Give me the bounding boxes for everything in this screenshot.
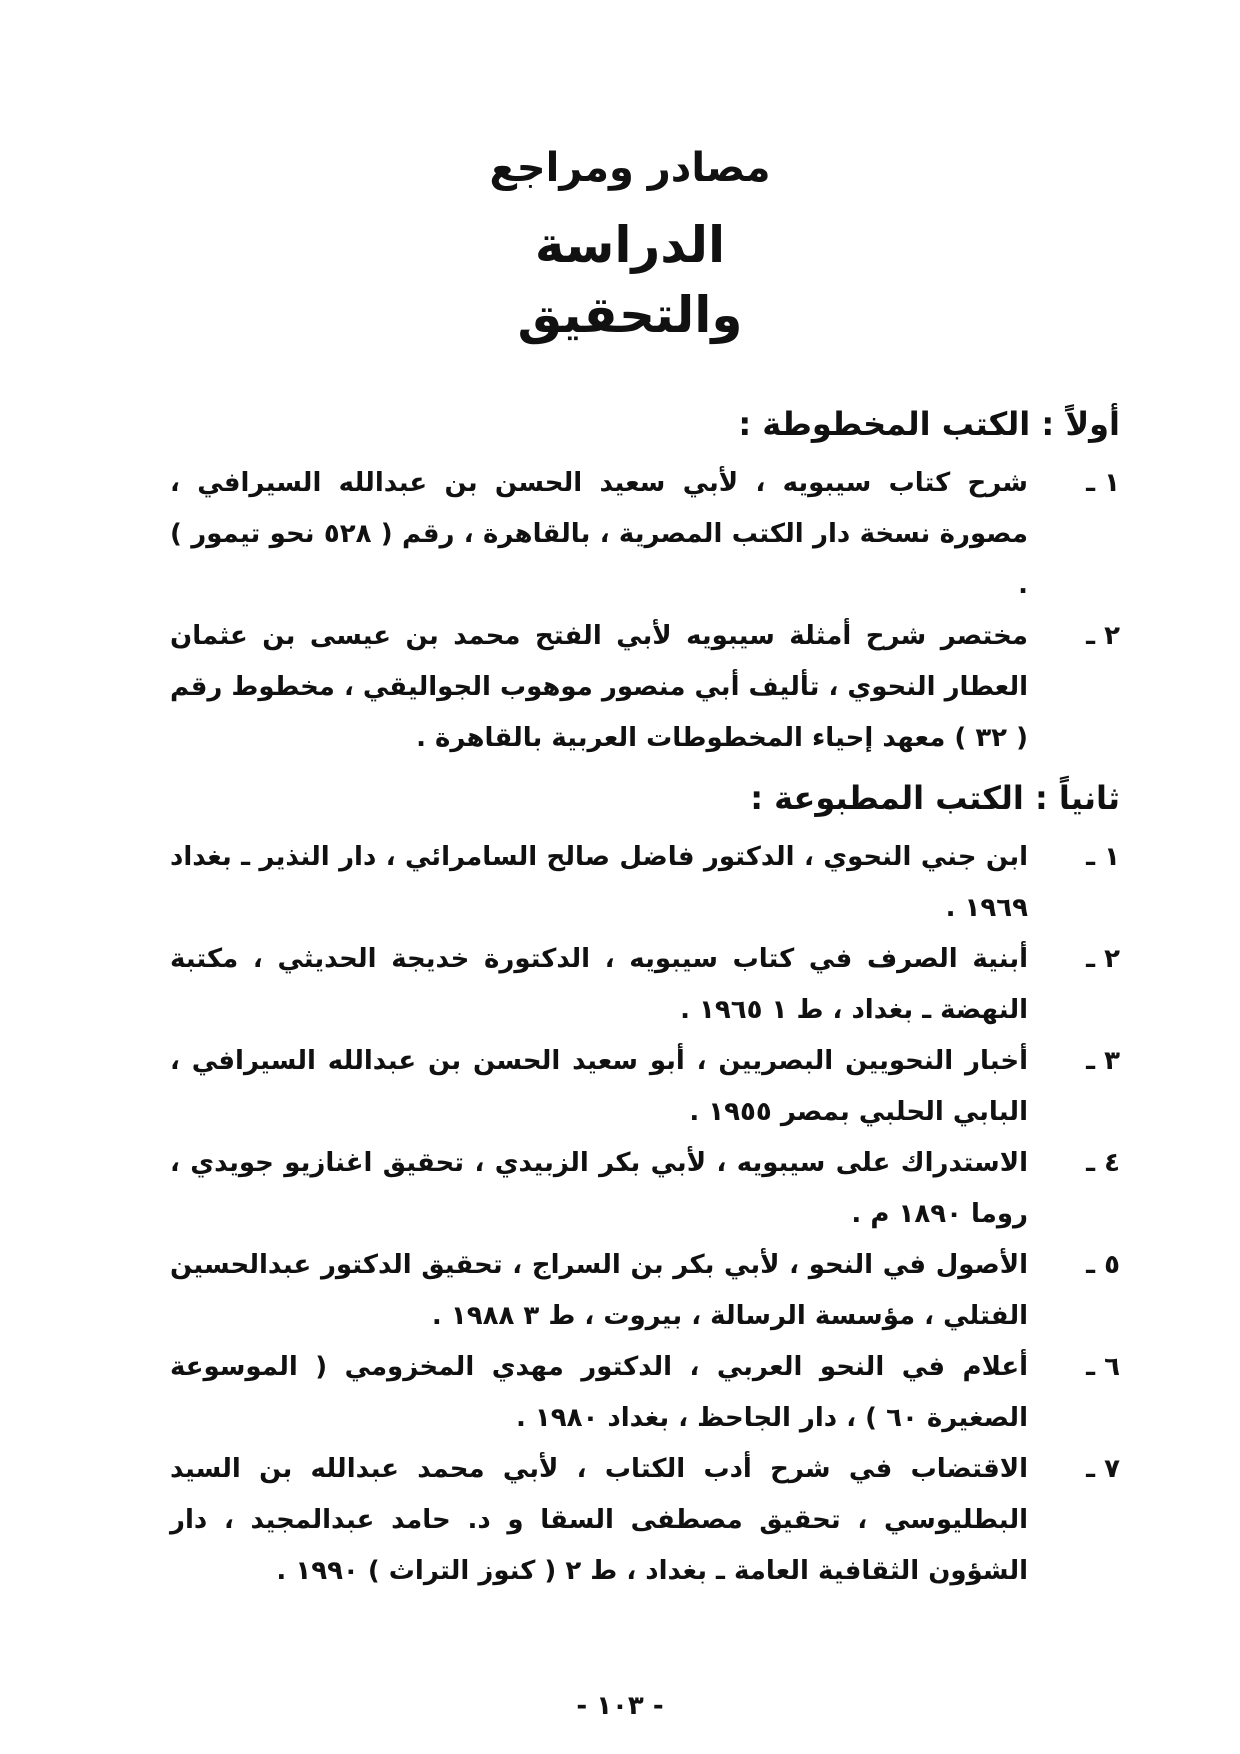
item-number: ٥ ـ	[1086, 1250, 1120, 1280]
item-text: الاستدراك على سيبويه ، لأبي بكر الزبيدي ، تحقيق اغنازيو جويدي ، روما ١٨٩٠ م .	[170, 1148, 1028, 1229]
page-title: مصادر ومراجع	[489, 145, 771, 191]
section-heading-printed: ثانياً : الكتب المطبوعة :	[750, 779, 1120, 817]
list-item	[170, 1342, 1120, 1444]
item-number: ١ ـ	[1086, 468, 1120, 498]
list-item	[170, 458, 1120, 611]
item-text: الاقتضاب في شرح أدب الكتاب ، لأبي محمد عبدالله بن السيد البطليوسي ، تحقيق مصطفى السقا و د. حامد عبدالمجيد ، دار الشؤون الثقافية العامة ـ بغداد ، ط ٢ ( كنوز التراث ) ١٩٩٠ .	[170, 1454, 1028, 1586]
page-subtitle: الدراسة والتحقيق	[517, 216, 743, 344]
item-number: ٦ ـ	[1086, 1352, 1120, 1382]
item-number: ٢ ـ	[1086, 944, 1120, 974]
item-number: ٢ ـ	[1086, 621, 1120, 651]
item-number: ١ ـ	[1086, 842, 1120, 872]
item-text: مختصر شرح أمثلة سيبويه لأبي الفتح محمد بن عيسى بن عثمان العطار النحوي ، تأليف أبي منصور موهوب الجواليقي ، مخطوط رقم ( ٣٢ ) معهد إحياء المخطوطات العربية بالقاهرة .	[170, 621, 1028, 753]
references-content	[170, 400, 1120, 1607]
item-text: أخبار النحويين البصريين ، أبو سعيد الحسن بن عبدالله السيرافي ، البابي الحلبي بمصر ١٩٥٥ .	[170, 1046, 1028, 1127]
section-heading-manuscripts: أولاً : الكتب المخطوطة :	[738, 405, 1120, 443]
item-text: شرح كتاب سيبويه ، لأبي سعيد الحسن بن عبدالله السيرافي ، مصورة نسخة دار الكتب المصرية ، بالقاهرة ، رقم ( ٥٢٨ نحو تيمور ) .	[170, 468, 1028, 600]
page-number: - ١٠٣ -	[576, 1691, 664, 1721]
item-number: ٤ ـ	[1086, 1148, 1120, 1178]
list-item	[170, 1036, 1120, 1138]
item-number: ٧ ـ	[1086, 1454, 1120, 1484]
item-text: الأصول في النحو ، لأبي بكر بن السراج ، تحقيق الدكتور عبدالحسين الفتلي ، مؤسسة الرسالة ، بيروت ، ط ٣ ١٩٨٨ .	[170, 1250, 1028, 1331]
list-item	[170, 1444, 1120, 1597]
list-item	[170, 1240, 1120, 1342]
list-item	[170, 934, 1120, 1036]
list-item	[170, 832, 1120, 934]
item-text: أعلام في النحو العربي ، الدكتور مهدي المخزومي ( الموسوعة الصغيرة ٦٠ ) ، دار الجاحظ ، بغداد ١٩٨٠ .	[170, 1352, 1028, 1433]
list-item	[170, 611, 1120, 764]
item-text: ابن جني النحوي ، الدكتور فاضل صالح السامرائي ، دار النذير ـ بغداد ١٩٦٩ .	[170, 842, 1028, 923]
item-number: ٣ ـ	[1086, 1046, 1120, 1076]
printed-books-list	[170, 832, 1120, 1597]
manuscripts-list	[170, 458, 1120, 764]
item-text: أبنية الصرف في كتاب سيبويه ، الدكتورة خديجة الحديثي ، مكتبة النهضة ـ بغداد ، ط ١ ١٩٦٥ .	[170, 944, 1028, 1025]
list-item	[170, 1138, 1120, 1240]
